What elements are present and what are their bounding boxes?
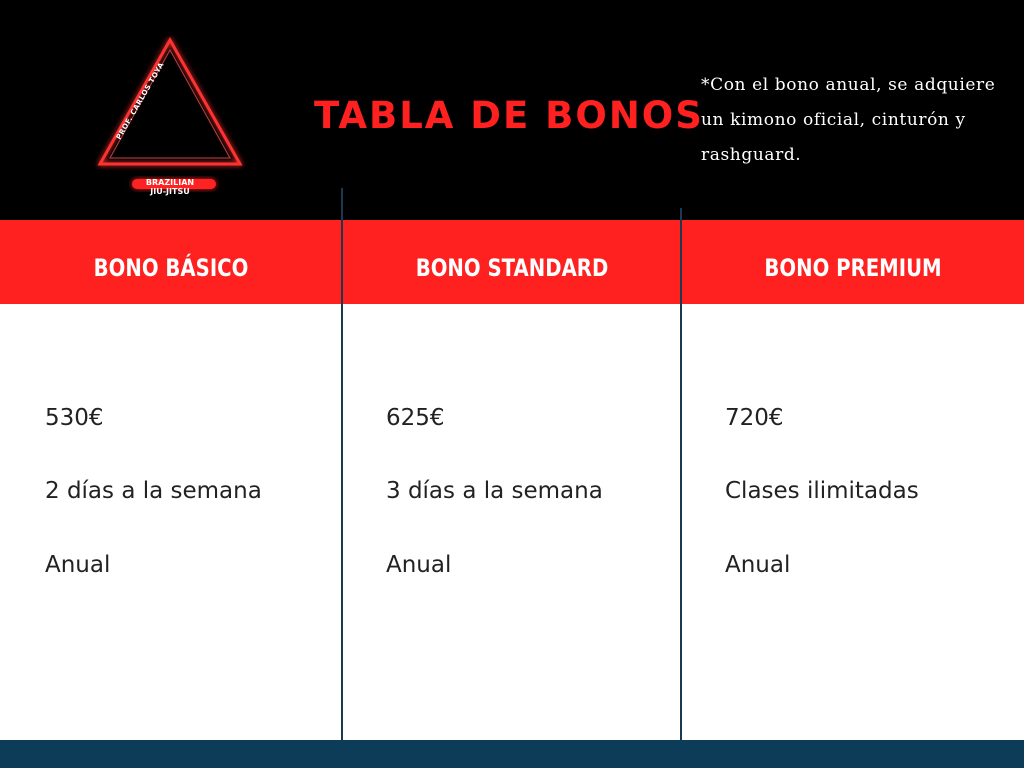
page-title: TABLA DE BONOS <box>314 94 704 137</box>
plan-price-basico: 530€ <box>45 405 104 431</box>
plan-term-premium: Anual <box>725 552 791 578</box>
column-divider-2 <box>680 208 682 740</box>
plan-name-basico: BONO BÁSICO <box>93 254 249 282</box>
plan-frequency-standard: 3 días a la semana <box>386 478 603 504</box>
column-divider-1 <box>341 188 343 740</box>
logo-banner-line2: JIU-JITSU <box>150 187 190 196</box>
plan-price-standard: 625€ <box>386 405 445 431</box>
svg-text:PROF. CARLOS TOYA <box>115 61 166 141</box>
bjj-triangle-logo <box>80 28 260 203</box>
logo-banner-line1: BRAZILIAN <box>145 178 195 187</box>
plan-term-standard: Anual <box>386 552 452 578</box>
plan-term-basico: Anual <box>45 552 111 578</box>
triangle-shape <box>100 40 240 164</box>
bottom-bar <box>0 740 1024 768</box>
annual-bonus-note: *Con el bono anual, se adquiere un kimono oficial, cinturón y rashguard. <box>701 75 996 165</box>
plan-name-standard: BONO STANDARD <box>415 254 609 282</box>
plan-frequency-premium: Clases ilimitadas <box>725 478 919 504</box>
plan-name-premium: BONO PREMIUM <box>764 254 942 282</box>
plan-price-premium: 720€ <box>725 405 784 431</box>
plan-frequency-basico: 2 días a la semana <box>45 478 262 504</box>
logo-ring-text: PROF. CARLOS TOYA <box>114 61 166 142</box>
